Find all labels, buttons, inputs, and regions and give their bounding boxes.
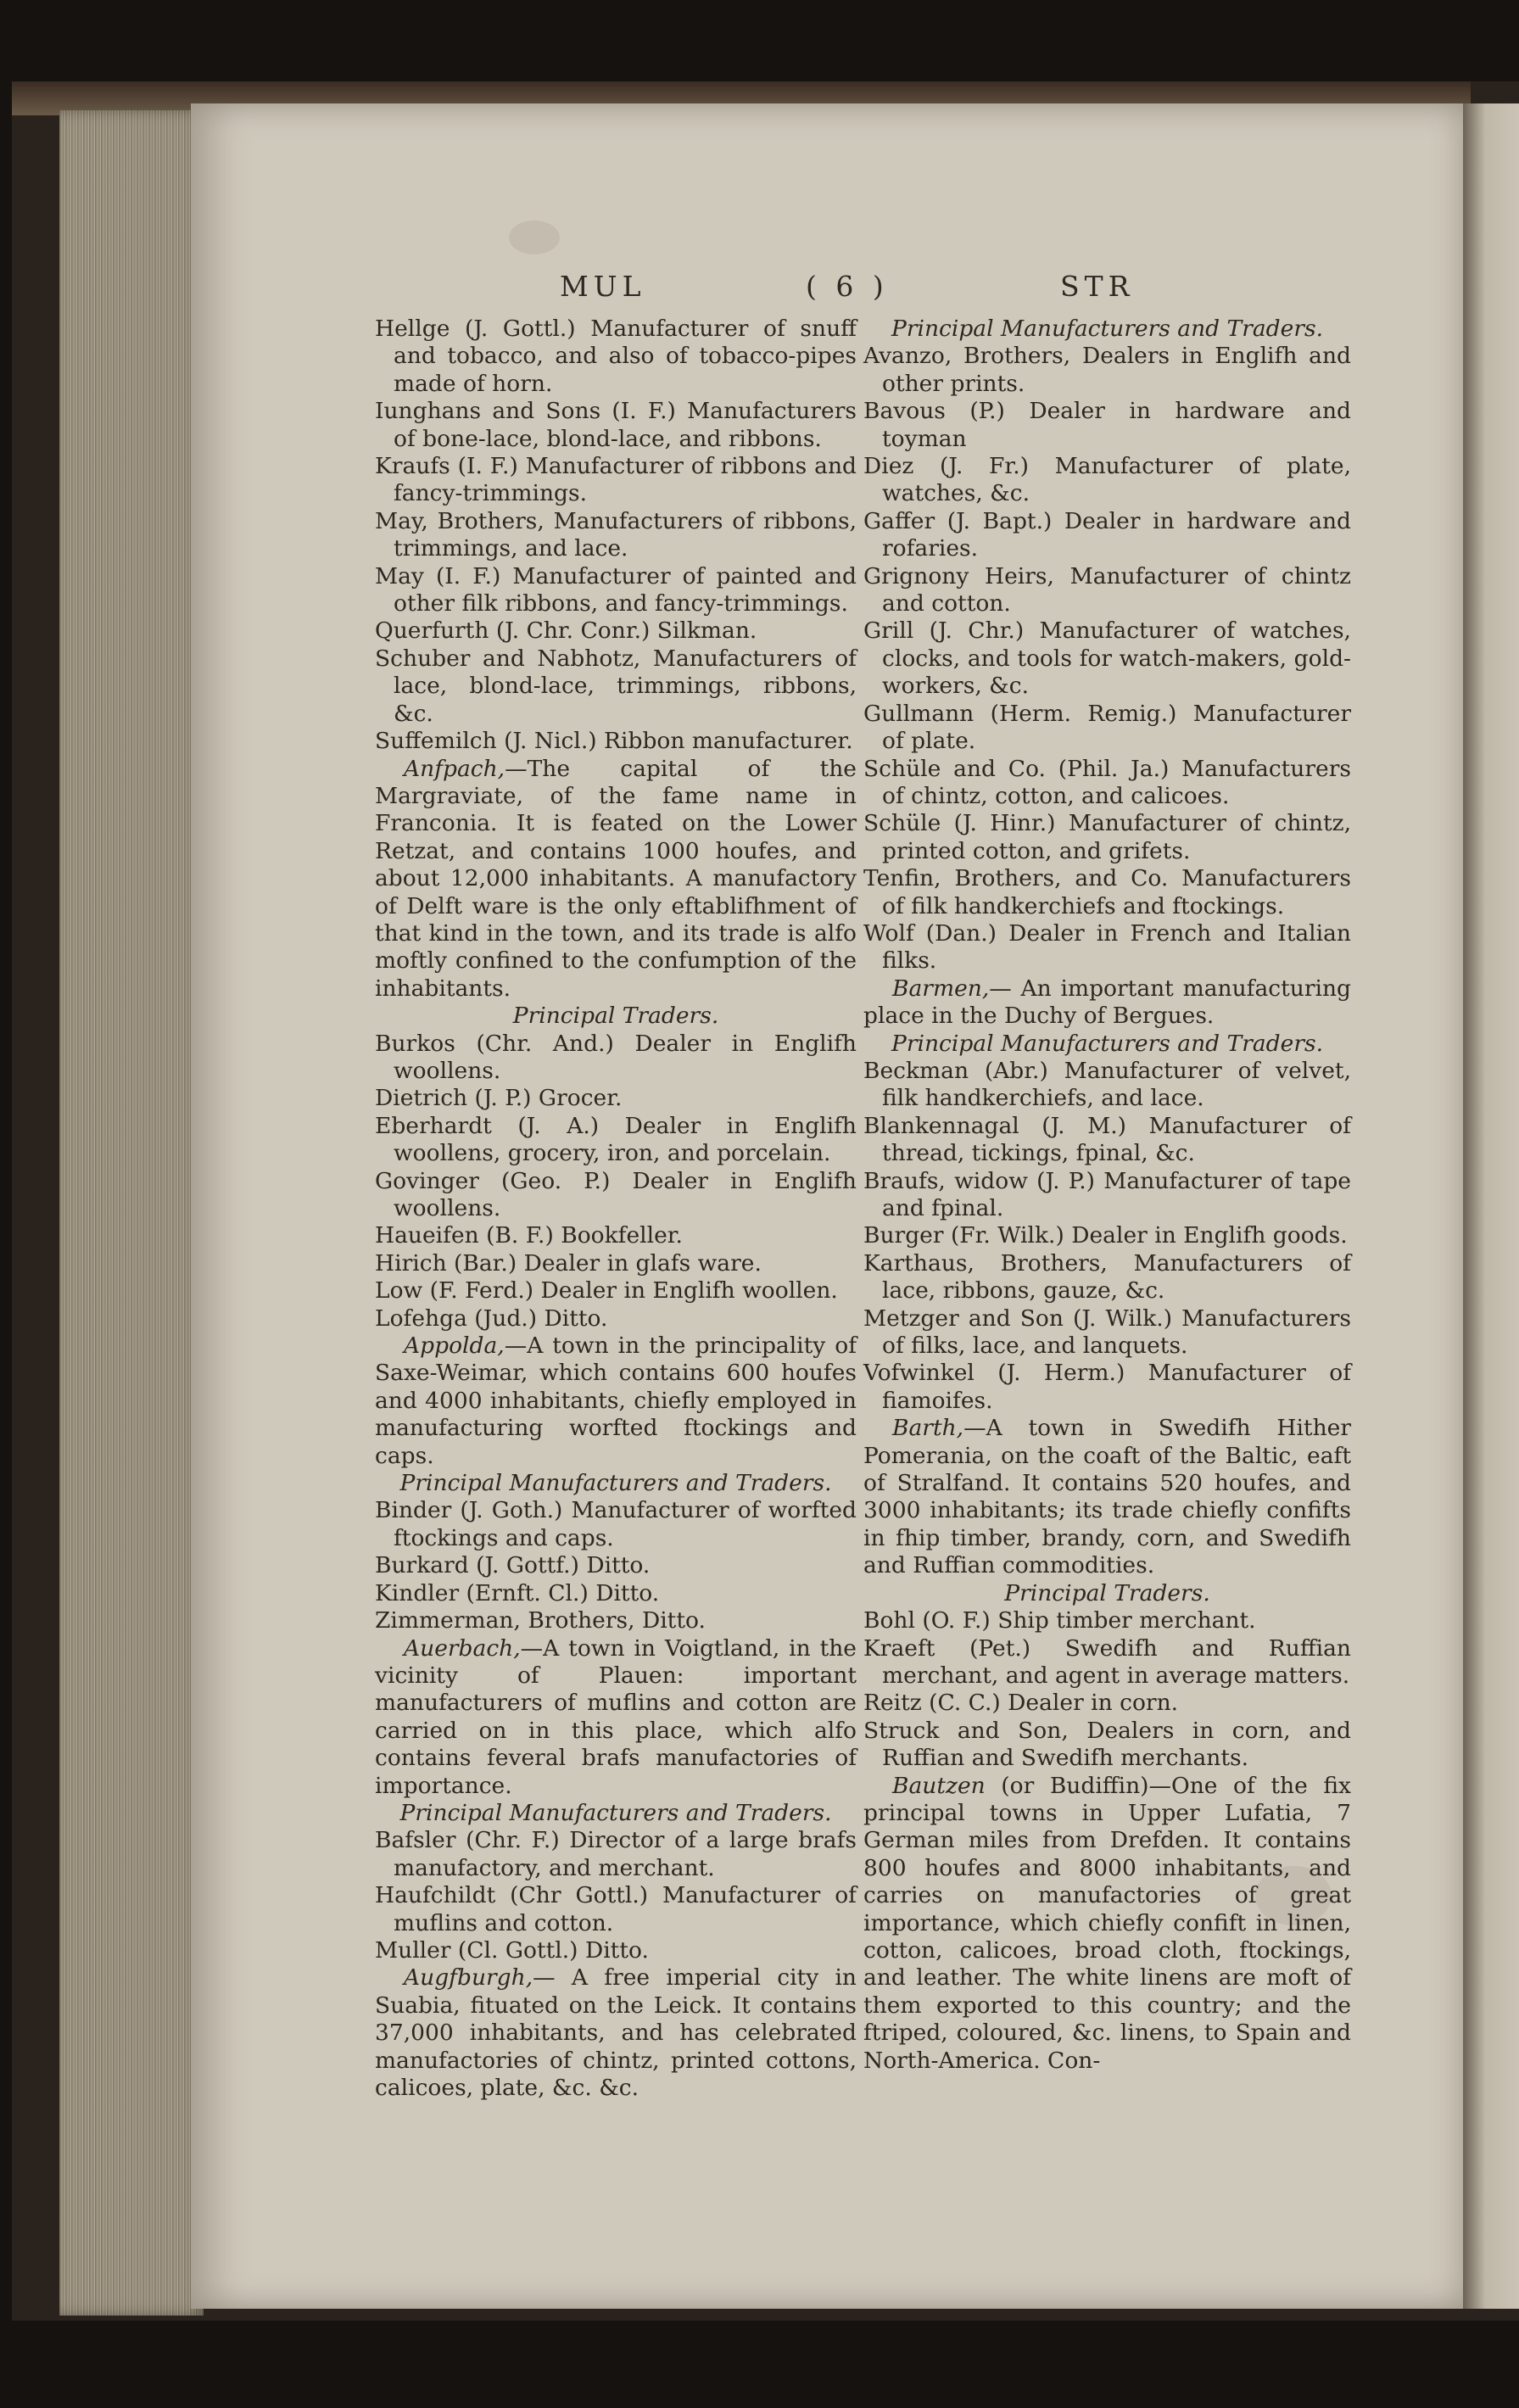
directory-entry: Gaffer (J. Bapt.) Dealer in hardware and rofaries. [863, 507, 1351, 562]
directory-entry: Kraeft (Pet.) Swedifh and Ruffian merchant, and agent in average matters. [863, 1634, 1351, 1689]
page-edges [59, 110, 204, 2316]
running-header [543, 270, 1136, 307]
directory-entry: Haufchildt (Chr Gottl.) Manufacturer of muflins and cotton. [375, 1882, 857, 1936]
directory-entry: Suffemilch (J. Nicl.) Ribbon manufacturer. [375, 728, 853, 755]
section-heading: Principal Manufacturers and Traders. [891, 316, 1324, 342]
directory-entry: Govinger (Geo. P.) Dealer in Englifh woollens. [375, 1167, 857, 1221]
directory-entry: Diez (J. Fr.) Manufacturer of plate, watches, &c. [863, 453, 1351, 507]
place-description [863, 975, 1351, 1031]
directory-entry: Dietrich (J. P.) Grocer. [375, 1085, 623, 1112]
directory-entry: Hellge (J. Gottl.) Manufacturer of snuff and tobacco, and also of tobacco-pipes made of horn. [375, 316, 857, 397]
place-text: —A town in the principality of Saxe-Weimar, which contains 600 houfes and 4000 inhabitants, chiefly employed in manufacturing worfted ftockings and caps. [375, 1333, 857, 1469]
directory-entry: Muller (Cl. Gottl.) Ditto. [375, 1936, 649, 1964]
foxing-spot [509, 221, 560, 254]
directory-entry: May, Brothers, Manufacturers of ribbons, trimmings, and lace. [375, 507, 857, 562]
section-heading: Principal Manufacturers and Traders. [399, 1470, 832, 1497]
left-column [375, 316, 857, 2102]
directory-entry: Grill (J. Chr.) Manufacturer of watches, clocks, and tools for watch-makers, gold-workers, &c. [863, 617, 1351, 700]
section-heading: Principal Traders. [512, 1003, 719, 1030]
place-description [863, 1415, 1351, 1579]
directory-entry: Beckman (Abr.) Manufacturer of velvet, filk handkerchiefs, and lace. [863, 1057, 1351, 1112]
place-name: Anfpach, [404, 755, 505, 782]
directory-entry: May (I. F.) Manufacturer of painted and other filk ribbons, and fancy-trimmings. [375, 562, 857, 617]
directory-entry: Burkard (J. Gottf.) Ditto. [375, 1552, 651, 1579]
place-name: Barth, [892, 1415, 964, 1442]
directory-entry: Bafsler (Chr. F.) Director of a large brafs manufactory, and merchant. [375, 1827, 857, 1881]
place-description [375, 1635, 857, 1800]
place-description [863, 1773, 1351, 2075]
directory-entry: Bavous (P.) Dealer in hardware and toyman [863, 398, 1351, 452]
header-right: STR [1060, 270, 1135, 303]
section-heading: Principal Manufacturers and Traders. [399, 1799, 832, 1826]
place-text: — An important manufacturing place in the Duchy of Bergues. [863, 975, 1351, 1030]
directory-entry: Wolf (Dan.) Dealer in French and Italian filks. [863, 919, 1351, 975]
directory-entry: Lofehga (Jud.) Ditto. [375, 1305, 608, 1332]
directory-entry: Querfurth (J. Chr. Conr.) Silkman. [375, 617, 757, 645]
directory-entry: Reitz (C. C.) Dealer in corn. [863, 1690, 1179, 1717]
place-description [375, 1333, 857, 1470]
directory-entry: Blankennagal (J. M.) Manufacturer of thread, tickings, fpinal, &c. [863, 1112, 1351, 1167]
place-name: Bautzen [892, 1772, 986, 1799]
directory-entry: Braufs, widow (J. P.) Manufacturer of tape and fpinal. [863, 1167, 1351, 1221]
directory-entry: Vofwinkel (J. Herm.) Manufacturer of fiamoifes. [863, 1360, 1351, 1414]
directory-entry: Tenfin, Brothers, and Co. Manufacturers of filk handkerchiefs and ftockings. [863, 865, 1351, 919]
directory-entry: Struck and Son, Dealers in corn, and Ruffian and Swedifh merchants. [863, 1717, 1351, 1772]
header-left: MUL [560, 270, 646, 303]
place-description [375, 1964, 857, 2102]
page-number: ( 6 ) [806, 270, 889, 303]
directory-entry: Kraufs (I. F.) Manufacturer of ribbons and fancy-trimmings. [375, 453, 857, 507]
directory-entry: Hirich (Bar.) Dealer in glafs ware. [375, 1249, 762, 1277]
place-name: Barmen, [892, 975, 990, 1002]
directory-entry: Burger (Fr. Wilk.) Dealer in Englifh goods. [863, 1222, 1348, 1249]
next-page-edge [1463, 103, 1519, 2309]
directory-entry: Binder (J. Goth.) Manufacturer of worfted ftockings and caps. [375, 1497, 857, 1551]
directory-entry: Metzger and Son (J. Wilk.) Manufacturers of filks, lace, and lanquets. [863, 1305, 1351, 1360]
place-text: (or Budiffin)—One of the fix principal towns in Upper Lufatia, 7 German miles from Drefden. It contains 800 houfes and 8000 inhabitants, and carries on manufactories of great importance, which chiefly confift in linen, cotton, calicoes, broad cloth, ftockings, and leather. The white linens are moft of them exported to this country; and the ftriped, coloured, &c. linens, to Spain and North-America. Con- [863, 1772, 1351, 2074]
directory-entry: Burkos (Chr. And.) Dealer in Englifh woollens. [375, 1030, 857, 1084]
directory-entry: Haueifen (B. F.) Bookfeller. [375, 1222, 683, 1249]
section-heading: Principal Manufacturers and Traders. [891, 1030, 1324, 1057]
place-text: — A free imperial city in Suabia, fituated on the Leick. It contains 37,000 inhabitants, and has celebrated manufactories of chintz, printed cottons, calicoes, plate, &c. &c. [375, 1964, 857, 2101]
directory-entry: Kindler (Ernft. Cl.) Ditto. [375, 1579, 660, 1606]
directory-entry: Bohl (O. F.) Ship timber merchant. [863, 1607, 1256, 1634]
directory-entry: Karthaus, Brothers, Manufacturers of lace, ribbons, gauze, &c. [863, 1249, 1351, 1305]
section-heading: Principal Traders. [1004, 1579, 1210, 1606]
directory-entry: Grignony Heirs, Manufacturer of chintz and cotton. [863, 562, 1351, 617]
directory-entry: Low (F. Ferd.) Dealer in Englifh woollen. [375, 1277, 838, 1305]
place-text: —A town in Voigtland, in the vicinity of Plauen: important manufacturers of muflins and cotton are carried on in this place, which alfo contains feveral brafs manufactories of importance. [375, 1634, 857, 1799]
place-name: Auerbach, [404, 1634, 521, 1662]
directory-entry: Avanzo, Brothers, Dealers in Englifh and other prints. [863, 343, 1351, 397]
place-text: —The capital of the Margraviate, of the fame name in Franconia. It is feated on the Lower Retzat, and contains 1000 houfes, and about 12,000 inhabitants. A manufactory of Delft ware is the only eftablifhment of that kind in the town, and its trade is alfo moftly confined to the confumption of the inhabitants. [375, 755, 857, 1002]
place-name: Augfburgh, [404, 1964, 533, 1992]
directory-entry: Zimmerman, Brothers, Ditto. [375, 1607, 706, 1634]
place-name: Appolda, [404, 1333, 505, 1360]
directory-entry: Eberhardt (J. A.) Dealer in Englifh woollens, grocery, iron, and porcelain. [375, 1112, 857, 1167]
directory-entry: Schüle (J. Hinr.) Manufacturer of chintz, printed cotton, and grifets. [863, 810, 1351, 864]
right-column [863, 316, 1351, 2075]
directory-entry: Schüle and Co. (Phil. Ja.) Manufacturers of chintz, cotton, and calicoes. [863, 755, 1351, 809]
directory-entry: Gullmann (Herm. Remig.) Manufacturer of plate. [863, 700, 1351, 755]
directory-entry: Schuber and Nabhotz, Manufacturers of lace, blond-lace, trimmings, ribbons, &c. [375, 645, 857, 727]
place-text: —A town in Swedifh Hither Pomerania, on the coaft of the Baltic, eaft of Stralfand. It contains 520 houfes, and 3000 inhabitants; its trade chiefly confifts in fhip timber, brandy, corn, and Swedifh and Ruffian commodities. [863, 1415, 1351, 1579]
place-description [375, 756, 857, 1003]
directory-entry: Iunghans and Sons (I. F.) Manufacturers of bone-lace, blond-lace, and ribbons. [375, 398, 857, 452]
